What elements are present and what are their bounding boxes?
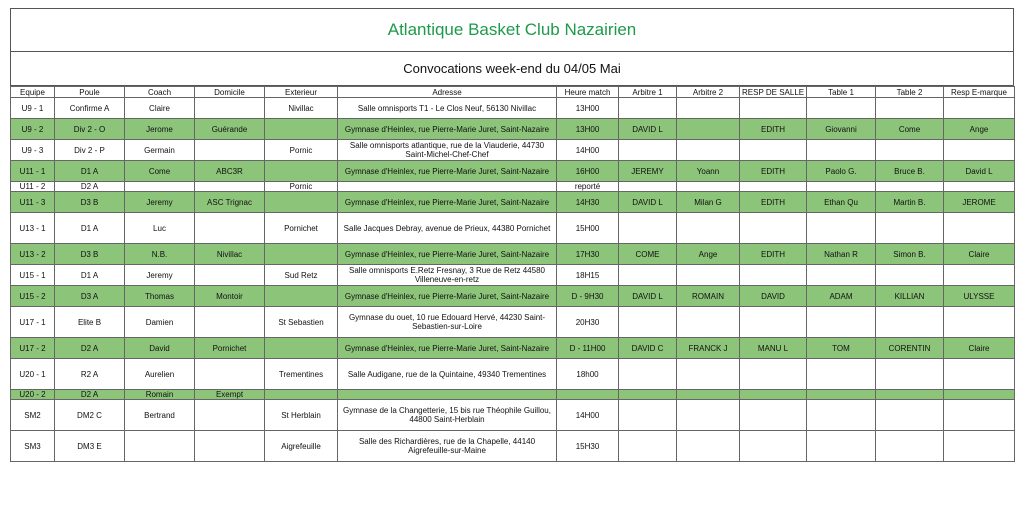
cell-heure: D - 9H30 <box>557 286 619 307</box>
table-row <box>11 286 1015 307</box>
cell-adresse: Gymnase d'Heinlex, rue Pierre-Marie Juret, Saint-Nazaire <box>338 161 557 182</box>
cell-poule: Confirme A <box>55 98 125 119</box>
cell-table1: TOM <box>807 338 876 359</box>
cell-arbitre2 <box>677 213 740 244</box>
table-row <box>11 431 1015 462</box>
cell-arbitre1 <box>619 213 677 244</box>
cell-poule: D1 A <box>55 161 125 182</box>
table-header-row <box>11 87 1015 98</box>
cell-exterieur: Nivillac <box>265 98 338 119</box>
cell-resp-salle: EDITH <box>740 161 807 182</box>
cell-arbitre2 <box>677 98 740 119</box>
cell-exterieur <box>265 192 338 213</box>
cell-coach: N.B. <box>125 244 195 265</box>
cell-resp-emarque <box>944 400 1015 431</box>
cell-table2 <box>876 182 944 192</box>
cell-adresse: Gymnase du ouet, 10 rue Edouard Hervé, 44230 Saint-Sebastien-sur-Loire <box>338 307 557 338</box>
cell-arbitre1: JEREMY <box>619 161 677 182</box>
cell-arbitre1 <box>619 182 677 192</box>
table-row <box>11 98 1015 119</box>
column-header-resp-emarque: Resp E-marque <box>944 87 1015 98</box>
cell-table2: Come <box>876 119 944 140</box>
table-body <box>11 98 1015 462</box>
cell-resp-salle: MANU L <box>740 338 807 359</box>
table-row <box>11 390 1015 400</box>
cell-heure: 14H30 <box>557 192 619 213</box>
table-row <box>11 265 1015 286</box>
cell-table1 <box>807 98 876 119</box>
cell-resp-emarque <box>944 140 1015 161</box>
cell-arbitre1: DAVID C <box>619 338 677 359</box>
cell-coach: Come <box>125 161 195 182</box>
table-row <box>11 400 1015 431</box>
table-row <box>11 307 1015 338</box>
cell-coach: Jerome <box>125 119 195 140</box>
cell-resp-emarque: Claire <box>944 338 1015 359</box>
cell-table1: Nathan R <box>807 244 876 265</box>
cell-resp-emarque <box>944 390 1015 400</box>
cell-adresse <box>338 182 557 192</box>
table-row <box>11 192 1015 213</box>
cell-heure: 14H00 <box>557 400 619 431</box>
column-header-arbitre2: Arbitre 2 <box>677 87 740 98</box>
cell-resp-emarque: Claire <box>944 244 1015 265</box>
cell-resp-emarque <box>944 307 1015 338</box>
cell-heure: 18h00 <box>557 359 619 390</box>
cell-equipe: SM3 <box>11 431 55 462</box>
cell-table1: ADAM <box>807 286 876 307</box>
cell-poule: Div 2 - P <box>55 140 125 161</box>
cell-table1 <box>807 182 876 192</box>
cell-coach: Luc <box>125 213 195 244</box>
cell-coach: Damien <box>125 307 195 338</box>
cell-poule: D2 A <box>55 338 125 359</box>
table-row <box>11 338 1015 359</box>
cell-poule: D3 A <box>55 286 125 307</box>
cell-exterieur: Pornic <box>265 140 338 161</box>
cell-poule: Div 2 - O <box>55 119 125 140</box>
cell-equipe: U20 - 2 <box>11 390 55 400</box>
cell-domicile <box>195 98 265 119</box>
cell-adresse: Salle omnisports T1 - Le Clos Neuf, 56130 Nivillac <box>338 98 557 119</box>
cell-heure: 17H30 <box>557 244 619 265</box>
cell-arbitre2 <box>677 265 740 286</box>
cell-equipe: U9 - 2 <box>11 119 55 140</box>
cell-equipe: SM2 <box>11 400 55 431</box>
cell-resp-salle <box>740 431 807 462</box>
cell-table1 <box>807 431 876 462</box>
cell-exterieur <box>265 390 338 400</box>
cell-resp-emarque <box>944 431 1015 462</box>
cell-heure: 15H00 <box>557 213 619 244</box>
cell-resp-salle <box>740 140 807 161</box>
column-header-arbitre1: Arbitre 1 <box>619 87 677 98</box>
cell-heure: 18H15 <box>557 265 619 286</box>
cell-domicile <box>195 431 265 462</box>
cell-coach: Jeremy <box>125 192 195 213</box>
table-row <box>11 119 1015 140</box>
cell-arbitre1 <box>619 307 677 338</box>
cell-domicile <box>195 182 265 192</box>
cell-domicile: ASC Trignac <box>195 192 265 213</box>
cell-equipe: U15 - 1 <box>11 265 55 286</box>
cell-table1: Giovanni <box>807 119 876 140</box>
cell-resp-salle <box>740 182 807 192</box>
cell-coach: Germain <box>125 140 195 161</box>
cell-domicile: Montoir <box>195 286 265 307</box>
column-header-coach: Coach <box>125 87 195 98</box>
cell-equipe: U13 - 1 <box>11 213 55 244</box>
cell-exterieur: St Sebastien <box>265 307 338 338</box>
cell-arbitre2 <box>677 307 740 338</box>
cell-coach: Thomas <box>125 286 195 307</box>
cell-adresse: Gymnase d'Heinlex, rue Pierre-Marie Juret, Saint-Nazaire <box>338 338 557 359</box>
cell-adresse: Salle omnisports E.Retz Fresnay, 3 Rue de Retz 44580 Villeneuve-en-retz <box>338 265 557 286</box>
cell-equipe: U11 - 3 <box>11 192 55 213</box>
cell-resp-salle <box>740 390 807 400</box>
cell-resp-salle <box>740 98 807 119</box>
cell-heure: 14H00 <box>557 140 619 161</box>
cell-arbitre1 <box>619 140 677 161</box>
cell-table1 <box>807 390 876 400</box>
cell-poule: R2 A <box>55 359 125 390</box>
cell-domicile: Pornichet <box>195 338 265 359</box>
cell-resp-salle <box>740 213 807 244</box>
cell-exterieur <box>265 244 338 265</box>
cell-arbitre2 <box>677 119 740 140</box>
cell-heure: 16H00 <box>557 161 619 182</box>
cell-arbitre2: Yoann <box>677 161 740 182</box>
cell-domicile: Nivillac <box>195 244 265 265</box>
cell-arbitre1 <box>619 390 677 400</box>
cell-equipe: U9 - 3 <box>11 140 55 161</box>
cell-heure: reporté <box>557 182 619 192</box>
cell-arbitre1 <box>619 98 677 119</box>
cell-heure <box>557 390 619 400</box>
cell-arbitre2 <box>677 140 740 161</box>
column-header-table2: Table 2 <box>876 87 944 98</box>
cell-poule: D1 A <box>55 265 125 286</box>
cell-arbitre2: Ange <box>677 244 740 265</box>
cell-domicile <box>195 359 265 390</box>
cell-table2: KILLIAN <box>876 286 944 307</box>
cell-adresse: Gymnase d'Heinlex, rue Pierre-Marie Juret, Saint-Nazaire <box>338 244 557 265</box>
cell-adresse: Salle omnisports atlantique, rue de la Viauderie, 44730 Saint-Michel-Chef-Chef <box>338 140 557 161</box>
cell-resp-emarque <box>944 213 1015 244</box>
cell-table2 <box>876 265 944 286</box>
cell-heure: 15H30 <box>557 431 619 462</box>
cell-arbitre1 <box>619 359 677 390</box>
cell-exterieur: Sud Retz <box>265 265 338 286</box>
cell-table2: CORENTIN <box>876 338 944 359</box>
cell-arbitre1 <box>619 400 677 431</box>
column-header-adresse: Adresse <box>338 87 557 98</box>
cell-equipe: U17 - 2 <box>11 338 55 359</box>
cell-resp-emarque <box>944 359 1015 390</box>
cell-resp-emarque: David L <box>944 161 1015 182</box>
cell-domicile <box>195 213 265 244</box>
cell-resp-salle: EDITH <box>740 192 807 213</box>
cell-equipe: U9 - 1 <box>11 98 55 119</box>
cell-arbitre2 <box>677 431 740 462</box>
cell-exterieur <box>265 338 338 359</box>
cell-resp-emarque <box>944 98 1015 119</box>
cell-domicile: Guérande <box>195 119 265 140</box>
cell-equipe: U13 - 2 <box>11 244 55 265</box>
cell-arbitre2 <box>677 182 740 192</box>
table-row <box>11 140 1015 161</box>
cell-coach: Claire <box>125 98 195 119</box>
table-row <box>11 359 1015 390</box>
cell-domicile <box>195 400 265 431</box>
column-header-table1: Table 1 <box>807 87 876 98</box>
cell-adresse: Salle Jacques Debray, avenue de Prieux, 44380 Pornichet <box>338 213 557 244</box>
cell-resp-emarque: Ange <box>944 119 1015 140</box>
table-row <box>11 182 1015 192</box>
cell-table2 <box>876 390 944 400</box>
cell-poule: D2 A <box>55 182 125 192</box>
cell-resp-emarque <box>944 265 1015 286</box>
cell-domicile: ABC3R <box>195 161 265 182</box>
cell-poule: D1 A <box>55 213 125 244</box>
cell-table1 <box>807 213 876 244</box>
cell-table1 <box>807 307 876 338</box>
cell-coach: Aurelien <box>125 359 195 390</box>
cell-adresse: Gymnase de la Changetterie, 15 bis rue Théophile Guillou, 44800 Saint-Herblain <box>338 400 557 431</box>
cell-resp-emarque: JEROME <box>944 192 1015 213</box>
cell-resp-emarque: ULYSSE <box>944 286 1015 307</box>
cell-poule: D3 B <box>55 192 125 213</box>
cell-resp-salle <box>740 400 807 431</box>
cell-arbitre2 <box>677 359 740 390</box>
cell-adresse: Gymnase d'Heinlex, rue Pierre-Marie Juret, Saint-Nazaire <box>338 286 557 307</box>
cell-domicile <box>195 265 265 286</box>
cell-resp-salle: EDITH <box>740 244 807 265</box>
cell-table2: Simon B. <box>876 244 944 265</box>
cell-coach: Bertrand <box>125 400 195 431</box>
convocations-table <box>10 86 1015 462</box>
cell-heure: D - 11H00 <box>557 338 619 359</box>
cell-heure: 20H30 <box>557 307 619 338</box>
cell-table2 <box>876 98 944 119</box>
cell-poule: D2 A <box>55 390 125 400</box>
convocations-sheet <box>10 8 1014 462</box>
cell-poule: DM2 C <box>55 400 125 431</box>
club-title: Atlantique Basket Club Nazairien <box>10 8 1014 52</box>
cell-domicile <box>195 307 265 338</box>
cell-exterieur: Pornic <box>265 182 338 192</box>
cell-table2 <box>876 213 944 244</box>
cell-arbitre2 <box>677 390 740 400</box>
cell-poule: DM3 E <box>55 431 125 462</box>
cell-arbitre2 <box>677 400 740 431</box>
cell-exterieur: Trementines <box>265 359 338 390</box>
cell-arbitre1 <box>619 265 677 286</box>
cell-table2 <box>876 359 944 390</box>
column-header-resp-salle: RESP DE SALLE <box>740 87 807 98</box>
cell-heure: 13H00 <box>557 98 619 119</box>
cell-adresse: Salle des Richardières, rue de la Chapelle, 44140 Aigrefeuille-sur-Maine <box>338 431 557 462</box>
cell-table2: Martin B. <box>876 192 944 213</box>
cell-heure: 13H00 <box>557 119 619 140</box>
cell-arbitre2: FRANCK J <box>677 338 740 359</box>
column-header-domicile: Domicile <box>195 87 265 98</box>
cell-table2 <box>876 307 944 338</box>
cell-resp-salle <box>740 307 807 338</box>
cell-exterieur: Pornichet <box>265 213 338 244</box>
cell-adresse: Gymnase d'Heinlex, rue Pierre-Marie Juret, Saint-Nazaire <box>338 192 557 213</box>
cell-equipe: U17 - 1 <box>11 307 55 338</box>
cell-domicile <box>195 140 265 161</box>
cell-equipe: U11 - 2 <box>11 182 55 192</box>
cell-adresse <box>338 390 557 400</box>
cell-coach: Jeremy <box>125 265 195 286</box>
cell-resp-emarque <box>944 182 1015 192</box>
cell-table1 <box>807 265 876 286</box>
cell-domicile: Exempt <box>195 390 265 400</box>
cell-equipe: U15 - 2 <box>11 286 55 307</box>
cell-table1 <box>807 140 876 161</box>
cell-adresse: Gymnase d'Heinlex, rue Pierre-Marie Juret, Saint-Nazaire <box>338 119 557 140</box>
column-header-exterieur: Exterieur <box>265 87 338 98</box>
cell-arbitre1: COME <box>619 244 677 265</box>
cell-table1: Paolo G. <box>807 161 876 182</box>
table-row <box>11 244 1015 265</box>
cell-exterieur <box>265 119 338 140</box>
sheet-subtitle: Convocations week-end du 04/05 Mai <box>10 52 1014 86</box>
cell-arbitre1 <box>619 431 677 462</box>
cell-resp-salle <box>740 359 807 390</box>
column-header-equipe: Equipe <box>11 87 55 98</box>
cell-coach: David <box>125 338 195 359</box>
cell-arbitre1: DAVID L <box>619 119 677 140</box>
cell-arbitre1: DAVID L <box>619 192 677 213</box>
cell-table2 <box>876 400 944 431</box>
cell-arbitre1: DAVID L <box>619 286 677 307</box>
column-header-poule: Poule <box>55 87 125 98</box>
cell-resp-salle: EDITH <box>740 119 807 140</box>
cell-coach: Romain <box>125 390 195 400</box>
column-header-heure: Heure match <box>557 87 619 98</box>
cell-coach <box>125 431 195 462</box>
cell-arbitre2: Milan G <box>677 192 740 213</box>
cell-table1 <box>807 400 876 431</box>
cell-poule: Elite B <box>55 307 125 338</box>
cell-resp-salle <box>740 265 807 286</box>
cell-exterieur <box>265 161 338 182</box>
table-row <box>11 161 1015 182</box>
cell-exterieur: St Herblain <box>265 400 338 431</box>
cell-table2: Bruce B. <box>876 161 944 182</box>
cell-adresse: Salle Audigane, rue de la Quintaine, 49340 Trementines <box>338 359 557 390</box>
cell-poule: D3 B <box>55 244 125 265</box>
cell-resp-salle: DAVID <box>740 286 807 307</box>
cell-table1 <box>807 359 876 390</box>
cell-table1: Ethan Qu <box>807 192 876 213</box>
cell-exterieur: Aigrefeuille <box>265 431 338 462</box>
cell-arbitre2: ROMAIN <box>677 286 740 307</box>
cell-equipe: U11 - 1 <box>11 161 55 182</box>
cell-equipe: U20 - 1 <box>11 359 55 390</box>
cell-table2 <box>876 431 944 462</box>
cell-coach <box>125 182 195 192</box>
table-row <box>11 213 1015 244</box>
cell-table2 <box>876 140 944 161</box>
cell-exterieur <box>265 286 338 307</box>
